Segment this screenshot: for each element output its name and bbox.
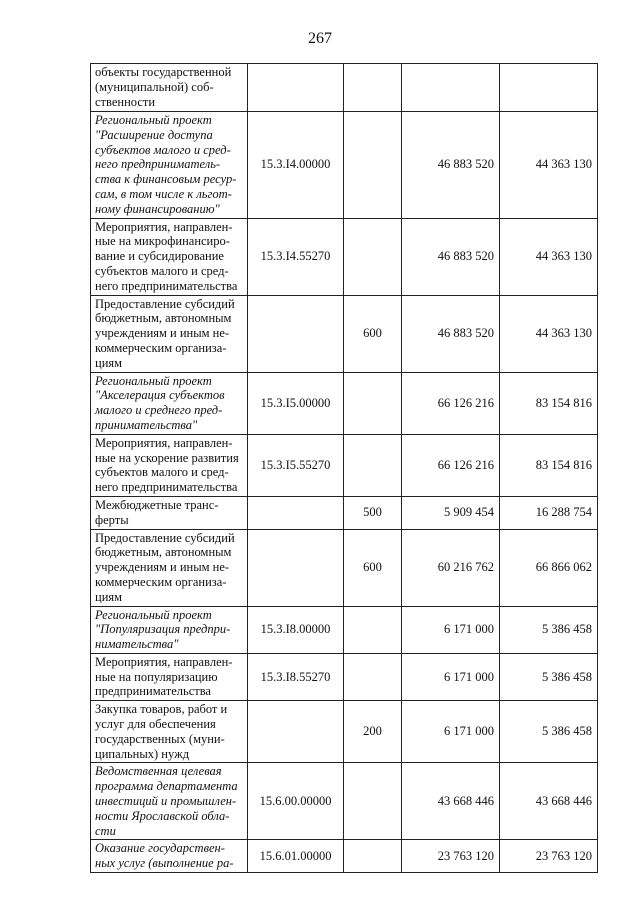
row-amount-2-cell: 43 668 446 xyxy=(500,763,598,840)
row-name-line: ственности xyxy=(95,94,156,109)
row-name-cell xyxy=(91,529,248,606)
row-name-line: ства к финансовым ресур- xyxy=(95,172,237,187)
row-code-cell: 15.3.I5.00000 xyxy=(248,372,344,434)
row-name-line: объекты государственной xyxy=(95,65,232,79)
budget-table-body xyxy=(91,64,598,873)
table-row xyxy=(91,529,598,606)
row-amount-1-cell: 66 126 216 xyxy=(402,434,500,496)
row-amount-1-cell: 6 171 000 xyxy=(402,701,500,763)
row-code-cell xyxy=(248,295,344,372)
row-amount-2-cell: 44 363 130 xyxy=(500,112,598,219)
row-name-line: него предприниматель- xyxy=(95,157,221,172)
row-name-cell xyxy=(91,64,248,112)
row-name-line: нимательства" xyxy=(95,637,179,652)
row-expense-type-cell xyxy=(344,64,402,112)
row-name-line: учреждениям и иным не- xyxy=(95,326,230,341)
row-name-line: Мероприятия, направлен- xyxy=(95,219,233,234)
row-code-cell xyxy=(248,701,344,763)
row-amount-1-cell: 60 216 762 xyxy=(402,529,500,606)
table-row xyxy=(91,840,598,873)
row-amount-1-cell: 23 763 120 xyxy=(402,840,500,873)
row-name-line: циям xyxy=(95,355,123,370)
row-expense-type-cell xyxy=(344,606,402,653)
row-expense-type-cell: 200 xyxy=(344,701,402,763)
row-code-cell: 15.6.00.00000 xyxy=(248,763,344,840)
row-name-line: ному финансированию" xyxy=(95,201,220,216)
row-name-line: ные на ускорение развития xyxy=(95,450,239,465)
row-amount-1-cell: 46 883 520 xyxy=(402,218,500,295)
row-expense-type-cell xyxy=(344,840,402,873)
row-expense-type-cell xyxy=(344,218,402,295)
row-amount-1-cell xyxy=(402,64,500,112)
row-name-line: Ведомственная целевая xyxy=(95,764,222,779)
page-number: 267 xyxy=(308,30,332,47)
row-name-line: коммерческим организа- xyxy=(95,574,227,589)
row-name-cell xyxy=(91,218,248,295)
row-name-line: коммерческим организа- xyxy=(95,340,227,355)
row-amount-2-cell: 5 386 458 xyxy=(500,701,598,763)
row-name-line: ности Ярославской обла- xyxy=(95,808,230,823)
row-name-cell xyxy=(91,840,248,873)
row-name-line: ферты xyxy=(95,512,129,527)
row-name-line: Оказание государствен- xyxy=(95,841,225,856)
row-amount-1-cell: 6 171 000 xyxy=(402,606,500,653)
row-code-cell: 15.3.I4.55270 xyxy=(248,218,344,295)
row-name-line: сти xyxy=(95,823,116,838)
table-row xyxy=(91,434,598,496)
row-expense-type-cell xyxy=(344,372,402,434)
table-row xyxy=(91,763,598,840)
table-row xyxy=(91,372,598,434)
row-expense-type-cell xyxy=(344,653,402,700)
row-name-line: сам, в том числе к льгот- xyxy=(95,186,232,201)
row-amount-2-cell: 44 363 130 xyxy=(500,218,598,295)
row-name-cell xyxy=(91,496,248,529)
table-row xyxy=(91,606,598,653)
row-name-line: ципальных) нужд xyxy=(95,746,190,761)
row-name-cell xyxy=(91,434,248,496)
table-row xyxy=(91,112,598,219)
row-name-line: "Расширение доступа xyxy=(95,127,213,142)
row-amount-2-cell: 16 288 754 xyxy=(500,496,598,529)
row-code-cell: 15.3.I5.55270 xyxy=(248,434,344,496)
row-code-cell: 15.3.I8.55270 xyxy=(248,653,344,700)
row-code-cell: 15.3.I4.00000 xyxy=(248,112,344,219)
row-amount-2-cell: 5 386 458 xyxy=(500,653,598,700)
table-row xyxy=(91,218,598,295)
row-name-line: Межбюджетные транс- xyxy=(95,497,219,512)
row-name-line: Закупка товаров, работ и xyxy=(95,702,228,717)
budget-table xyxy=(90,63,598,873)
row-name-line: Региональный проект xyxy=(95,113,212,127)
row-name-line: программа департамента xyxy=(95,779,238,794)
row-amount-1-cell: 43 668 446 xyxy=(402,763,500,840)
row-name-cell xyxy=(91,606,248,653)
row-amount-2-cell: 44 363 130 xyxy=(500,295,598,372)
table-row xyxy=(91,295,598,372)
row-amount-2-cell: 83 154 816 xyxy=(500,372,598,434)
row-name-line: учреждениям и иным не- xyxy=(95,560,230,575)
row-code-cell: 15.6.01.00000 xyxy=(248,840,344,873)
row-name-line: бюджетным, автономным xyxy=(95,311,232,326)
row-name-line: ных услуг (выполнение ра- xyxy=(95,856,234,871)
row-amount-2-cell: 66 866 062 xyxy=(500,529,598,606)
table-row xyxy=(91,496,598,529)
row-expense-type-cell: 600 xyxy=(344,529,402,606)
table-row xyxy=(91,64,598,112)
row-amount-1-cell: 46 883 520 xyxy=(402,112,500,219)
row-name-line: ные на популяризацию xyxy=(95,669,218,684)
row-amount-2-cell xyxy=(500,64,598,112)
row-code-cell xyxy=(248,64,344,112)
row-name-line: субъектов малого и сред- xyxy=(95,142,231,157)
row-name-line: Региональный проект xyxy=(95,373,212,388)
row-expense-type-cell xyxy=(344,434,402,496)
row-name-line: малого и среднего пред- xyxy=(95,403,223,418)
row-name-line: субъектов малого и сред- xyxy=(95,263,229,278)
row-amount-1-cell: 5 909 454 xyxy=(402,496,500,529)
row-name-line: Предоставление субсидий xyxy=(95,296,235,311)
row-name-line: Региональный проект xyxy=(95,607,212,622)
row-name-line: ные на микрофинансиро- xyxy=(95,234,230,249)
row-name-line: него предпринимательства xyxy=(95,480,238,495)
row-name-line: государственных (муни- xyxy=(95,731,225,746)
row-name-line: принимательства" xyxy=(95,417,198,432)
row-name-line: услуг для обеспечения xyxy=(95,717,216,732)
table-row xyxy=(91,701,598,763)
row-name-line: циям xyxy=(95,589,123,604)
row-name-line: Предоставление субсидий xyxy=(95,530,235,545)
row-name-line: Мероприятия, направлен- xyxy=(95,654,233,669)
row-name-cell xyxy=(91,701,248,763)
row-name-cell xyxy=(91,763,248,840)
row-name-line: субъектов малого и сред- xyxy=(95,465,229,480)
row-name-line: вание и субсидирование xyxy=(95,249,224,264)
row-expense-type-cell: 600 xyxy=(344,295,402,372)
row-name-line: "Акселерация субъектов xyxy=(95,388,225,403)
row-expense-type-cell xyxy=(344,112,402,219)
row-expense-type-cell xyxy=(344,763,402,840)
row-code-cell xyxy=(248,496,344,529)
row-amount-2-cell: 83 154 816 xyxy=(500,434,598,496)
row-name-line: (муниципальной) соб- xyxy=(95,79,214,94)
row-name-line: бюджетным, автономным xyxy=(95,545,232,560)
row-name-cell xyxy=(91,112,248,219)
row-code-cell: 15.3.I8.00000 xyxy=(248,606,344,653)
row-name-line: предпринимательства xyxy=(95,684,211,699)
row-expense-type-cell: 500 xyxy=(344,496,402,529)
row-amount-1-cell: 46 883 520 xyxy=(402,295,500,372)
row-code-cell xyxy=(248,529,344,606)
row-name-cell xyxy=(91,372,248,434)
row-name-line: инвестиций и промышлен- xyxy=(95,794,237,809)
row-amount-2-cell: 23 763 120 xyxy=(500,840,598,873)
row-name-line: Мероприятия, направлен- xyxy=(95,435,233,450)
row-name-line: "Популяризация предпри- xyxy=(95,622,231,637)
row-amount-1-cell: 66 126 216 xyxy=(402,372,500,434)
row-name-cell xyxy=(91,653,248,700)
row-amount-2-cell: 5 386 458 xyxy=(500,606,598,653)
table-row xyxy=(91,653,598,700)
row-name-line: него предпринимательства xyxy=(95,278,238,293)
row-name-cell xyxy=(91,295,248,372)
row-amount-1-cell: 6 171 000 xyxy=(402,653,500,700)
